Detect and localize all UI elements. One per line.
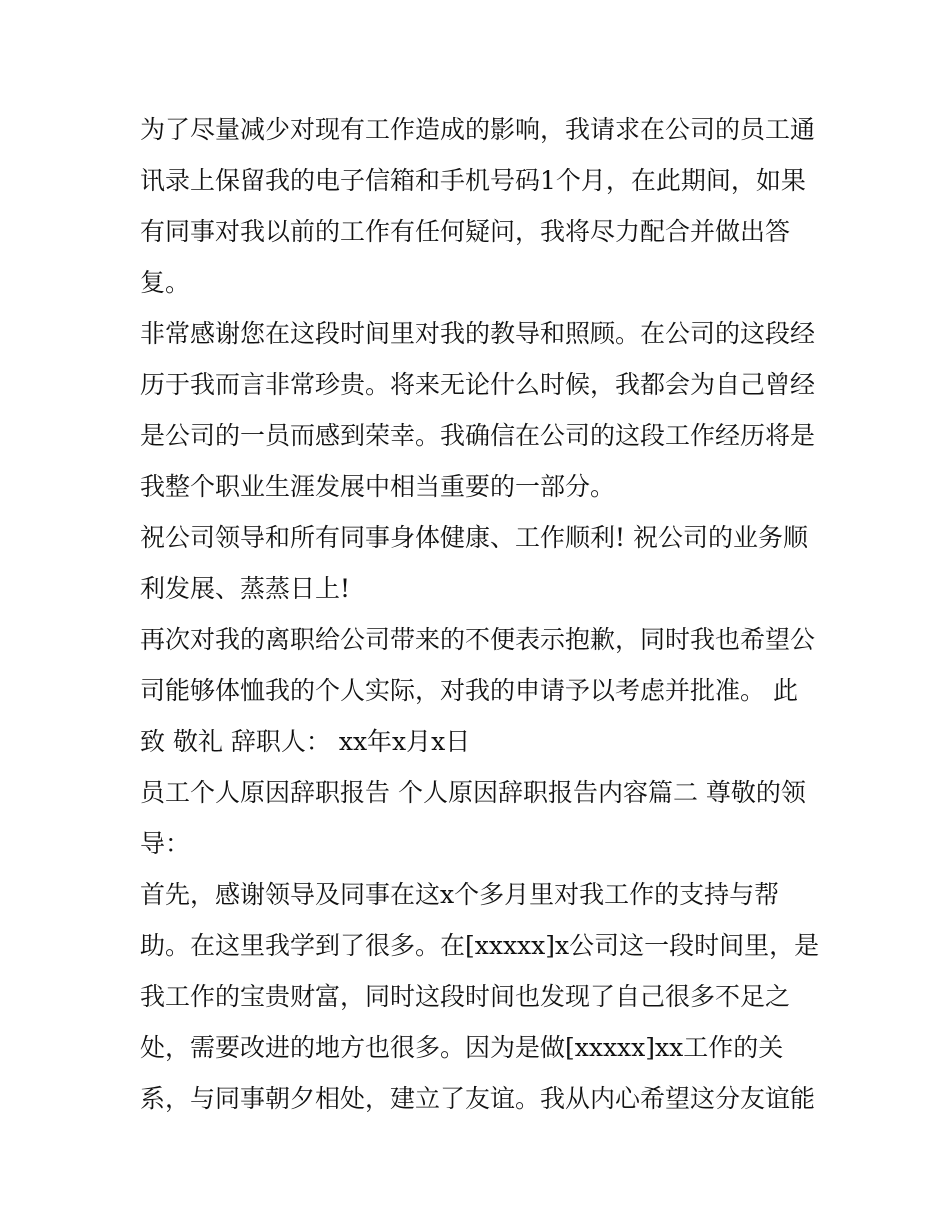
text-line-12: 司能够体恤我的个人实际，对我的申请予以考虑并批准。 此 xyxy=(140,676,798,705)
text-line-17: 助。在这里我学到了很多。在[xxxxx]x公司这一段时间里，是 xyxy=(140,931,820,960)
text-line-18: 我工作的宝贵财富，同时这段时间也发现了自己很多不足之 xyxy=(140,982,791,1011)
text-line-19: 处，需要改进的地方也很多。因为是做[xxxxx]xx工作的关 xyxy=(140,1033,784,1062)
text-line-13: 致 敬礼 辞职人： xx年x月x日 xyxy=(140,727,471,756)
text-line-16: 首先，感谢领导及同事在这x个多月里对我工作的支持与帮 xyxy=(140,880,780,909)
text-line-6: 历于我而言非常珍贵。将来无论什么时候，我都会为自己曾经 xyxy=(140,370,816,399)
text-line-3: 有同事对我以前的工作有任何疑问，我将尽力配合并做出答 xyxy=(140,217,791,246)
text-line-10: 利发展、蒸蒸日上! xyxy=(140,574,351,603)
document-body xyxy=(140,104,820,1124)
text-line-15: 导： xyxy=(140,829,191,858)
text-line-8: 我整个职业生涯发展中相当重要的一部分。 xyxy=(140,472,616,501)
text-line-11: 再次对我的离职给公司带来的不便表示抱歉，同时我也希望公 xyxy=(140,625,816,654)
text-line-2: 讯录上保留我的电子信箱和手机号码1个月，在此期间，如果 xyxy=(140,166,806,195)
text-line-20: 系，与同事朝夕相处，建立了友谊。我从内心希望这分友谊能 xyxy=(140,1084,816,1113)
text-line-9: 祝公司领导和所有同事身体健康、工作顺利! 祝公司的业务顺 xyxy=(140,523,808,552)
text-line-7: 是公司的一员而感到荣幸。我确信在公司的这段工作经历将是 xyxy=(140,421,816,450)
text-line-5: 非常感谢您在这段时间里对我的教导和照顾。在公司的这段经 xyxy=(140,319,816,348)
text-line-4: 复。 xyxy=(140,268,191,297)
text-line-1: 为了尽量减少对现有工作造成的影响，我请求在公司的员工通 xyxy=(140,115,816,144)
text-line-14: 员工个人原因辞职报告 个人原因辞职报告内容篇二 尊敬的领 xyxy=(140,778,806,807)
